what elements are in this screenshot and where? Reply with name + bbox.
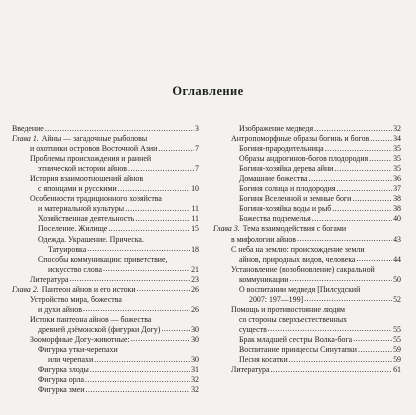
dot-leader <box>44 124 194 134</box>
toc-entry <box>12 214 199 224</box>
toc-entry <box>12 154 199 164</box>
entry-text: Зооморфные Догу-животные: <box>30 334 130 344</box>
entry-text: Домашние божества <box>239 174 308 184</box>
entry-text: и охотники островов Восточной Азии <box>30 144 158 154</box>
toc-entry <box>213 174 401 184</box>
toc-entry <box>213 355 401 365</box>
entry-text: Фигурка орла <box>38 375 84 385</box>
entry-text: 2007: 197—199] <box>249 294 304 304</box>
dot-leader <box>313 124 392 134</box>
page-number: 35 <box>393 164 401 174</box>
page-number: 31 <box>191 365 199 375</box>
dot-leader <box>102 265 190 275</box>
toc-entry <box>12 174 199 184</box>
entry-text: О воспитании медведя [Пилсудский <box>239 284 361 294</box>
toc-entry <box>213 285 401 295</box>
entry-text: Тема взаимодействия с богами <box>242 224 347 234</box>
entry-text: Фигурка утки-черепахи <box>38 345 118 355</box>
entry-text: или черепахи <box>48 355 94 365</box>
page-number: 55 <box>393 334 401 344</box>
entry-text: искусство слова <box>48 264 102 274</box>
toc-entry <box>12 295 199 305</box>
toc-entry <box>213 245 401 255</box>
entry-text: Айны — загадочные рыболовы <box>41 134 148 144</box>
toc-entry <box>213 154 401 164</box>
page-number: 50 <box>393 274 401 284</box>
toc-entry <box>12 235 199 245</box>
dot-leader <box>351 194 392 204</box>
dot-leader <box>127 164 194 174</box>
dot-leader <box>311 214 392 224</box>
entry-text: этнической истории айнов <box>38 164 128 174</box>
toc-entry-introduction <box>12 124 199 134</box>
dot-leader <box>296 235 392 245</box>
dot-leader <box>369 134 392 144</box>
entry-text: айнов, природных видов, человека <box>239 254 356 264</box>
toc-entry <box>12 385 199 395</box>
page-number: 11 <box>191 204 199 214</box>
entry-text: существ <box>239 324 267 334</box>
entry-text: Истоки пантеона айнов — божества <box>30 314 152 324</box>
entry-text: с японцами и русскими <box>38 184 117 194</box>
dot-leader <box>85 385 191 395</box>
toc-entry <box>12 305 199 315</box>
toc-entry <box>12 204 199 214</box>
entry-text: Богиня-хозяйка воды и рыб <box>239 204 332 214</box>
toc-entry <box>12 345 199 355</box>
dot-leader <box>352 335 392 345</box>
entry-text: История взаимоотношений айнов <box>30 174 144 184</box>
entry-text: Татуировка <box>48 244 87 254</box>
page-number: 7 <box>195 144 199 154</box>
dot-leader <box>136 285 191 295</box>
entry-text: Фигурка злоды <box>38 365 89 375</box>
toc-entry <box>213 204 401 214</box>
toc-entry-literature <box>12 275 199 285</box>
chapter-2-heading <box>12 285 199 295</box>
dot-leader <box>333 164 392 174</box>
page-number: 30 <box>191 334 199 344</box>
toc-entry <box>213 214 401 224</box>
entry-text: Богиня солнца и плодородия <box>239 184 336 194</box>
entry-text: в мифологии айнов <box>231 234 297 244</box>
page-number: 30 <box>191 324 199 334</box>
toc-entry <box>12 315 199 325</box>
dot-leader <box>84 375 190 385</box>
toc-entry <box>213 144 401 154</box>
dot-leader <box>69 275 191 285</box>
page-number: 26 <box>191 284 199 294</box>
page-number: 38 <box>393 194 401 204</box>
page-number: 59 <box>393 345 401 355</box>
toc-entry <box>12 335 199 345</box>
dot-leader <box>288 355 392 365</box>
toc-entry <box>12 375 199 385</box>
page-number: 18 <box>191 244 199 254</box>
page-number: 44 <box>393 254 401 264</box>
chapter-3-heading-cont <box>213 235 401 245</box>
toc-entry <box>12 164 199 174</box>
dot-leader <box>289 275 393 285</box>
toc-entry <box>213 194 401 204</box>
toc-entry <box>12 325 199 335</box>
page-number: 43 <box>393 234 401 244</box>
page-number: 35 <box>393 144 401 154</box>
dot-leader <box>93 355 190 365</box>
dot-leader <box>303 295 392 305</box>
toc-entry <box>213 164 401 174</box>
dot-leader <box>308 174 393 184</box>
dot-leader <box>267 325 392 335</box>
dot-leader <box>368 154 392 164</box>
dot-leader <box>160 325 190 335</box>
entry-text: С неба на землю: происхождение земли <box>231 244 365 254</box>
toc-entry <box>12 255 199 265</box>
chapter-1-heading <box>12 134 199 144</box>
dot-leader <box>336 184 393 194</box>
entry-text: Богиня-хозяйка дерева айни <box>239 164 334 174</box>
page-number: 34 <box>393 134 401 144</box>
chapter-3-heading <box>213 224 401 234</box>
entry-text: Проблемы происхождения и ранней <box>30 154 152 164</box>
toc-entry <box>213 265 401 275</box>
entry-text: Хозяйственная деятельность <box>38 214 135 224</box>
dot-leader <box>134 214 190 224</box>
dot-leader <box>270 365 393 375</box>
page-number: 11 <box>191 214 199 224</box>
page-title: Оглавление <box>172 84 244 98</box>
chapter-prefix: Глава 2. <box>12 284 39 294</box>
entry-text: Пантеон айнов и его истоки <box>41 284 136 294</box>
entry-text: Особенности традиционного хозяйства <box>30 194 162 204</box>
dot-leader <box>86 245 190 255</box>
entry-text: Одежда. Украшение. Прическа. <box>38 234 144 244</box>
page-number: 59 <box>393 355 401 365</box>
entry-text: Устройство мира, божества <box>30 294 122 304</box>
dot-leader <box>355 255 392 265</box>
toc-entry <box>213 315 401 325</box>
dot-leader <box>130 335 190 345</box>
page-number: 55 <box>393 324 401 334</box>
page-number: 23 <box>191 274 199 284</box>
toc-entry <box>12 194 199 204</box>
chapter-prefix: Глава 3. <box>213 224 240 234</box>
toc-entry <box>213 345 401 355</box>
page-number: 40 <box>393 214 401 224</box>
toc-entry <box>12 224 199 234</box>
dot-leader <box>331 204 392 214</box>
entry-text: Поселение. Жилище <box>38 224 108 234</box>
toc-entry <box>213 275 401 285</box>
entry-text: Введение <box>12 124 44 133</box>
toc-entry <box>213 335 401 345</box>
entry-text: Богиня-прародительница <box>239 144 324 154</box>
page-number: 30 <box>191 355 199 365</box>
page-number: 35 <box>393 154 401 164</box>
entry-text: со стороны сверхъестественных <box>239 314 348 324</box>
page-number: 15 <box>191 224 199 234</box>
toc-left-column <box>12 124 199 395</box>
page-number: 61 <box>393 365 401 375</box>
entry-text: Антропоморфные образы богинь и богов <box>231 134 370 144</box>
toc-entry-literature <box>213 365 401 375</box>
toc-entry <box>213 295 401 305</box>
toc-right-column <box>213 124 401 375</box>
page-number: 52 <box>393 294 401 304</box>
toc-entry <box>12 184 199 194</box>
dot-leader <box>82 305 190 315</box>
entry-text: Песня косатки <box>239 355 288 365</box>
page-number: 32 <box>393 124 401 133</box>
entry-text: Фигурка змеи <box>38 385 85 395</box>
toc-entry <box>12 365 199 375</box>
toc-entry <box>213 305 401 315</box>
dot-leader <box>107 225 190 235</box>
dot-leader <box>89 365 190 375</box>
page-number: 36 <box>393 174 401 184</box>
entry-text: Литература <box>30 274 69 284</box>
entry-text: Воспитание принцессы Синутапки <box>239 345 358 355</box>
page-number: 38 <box>393 204 401 214</box>
entry-text: и духи айнов <box>38 304 82 314</box>
toc-entry <box>12 245 199 255</box>
dot-leader <box>357 345 392 355</box>
page-number: 3 <box>195 124 199 133</box>
entry-text: Образы андрогинов-богов плодородия <box>239 154 369 164</box>
toc-entry <box>213 325 401 335</box>
toc-entry <box>213 124 401 134</box>
entry-text: Божества подземелья <box>239 214 311 224</box>
page-number: 32 <box>191 385 199 395</box>
page-number: 21 <box>191 264 199 274</box>
entry-text: и материальной культуры <box>38 204 125 214</box>
toc-entry <box>213 255 401 265</box>
page-number: 37 <box>393 184 401 194</box>
chapter-1-heading-cont <box>12 144 199 154</box>
dot-leader <box>157 144 194 154</box>
chapter-prefix: Глава 1. <box>12 134 39 144</box>
page-number: 10 <box>191 184 199 194</box>
entry-text: Помощь и противостояние людям <box>231 304 346 314</box>
entry-text: Литература <box>231 365 270 375</box>
dot-leader <box>124 204 190 214</box>
entry-text: Изображение медведя <box>239 124 314 133</box>
page-number: 32 <box>191 375 199 385</box>
dot-leader <box>324 144 392 154</box>
entry-text: Богиня Вселенной и земные боги <box>239 194 352 204</box>
entry-text: Установление (возобновление) сакральной <box>231 264 375 274</box>
entry-text: Способы коммуникации: приветствие, <box>38 254 168 264</box>
entry-text: коммуникации <box>239 274 289 284</box>
toc-entry <box>213 134 401 144</box>
toc-entry <box>12 265 199 275</box>
entry-text: Брак младшей сестры Волка-бога <box>239 334 353 344</box>
toc-entry <box>12 355 199 365</box>
toc-entry <box>213 184 401 194</box>
page-number: 26 <box>191 304 199 314</box>
page-number: 7 <box>195 164 199 174</box>
entry-text: древней дзёмонской (фигурки Догу) <box>38 324 161 334</box>
dot-leader <box>117 184 190 194</box>
